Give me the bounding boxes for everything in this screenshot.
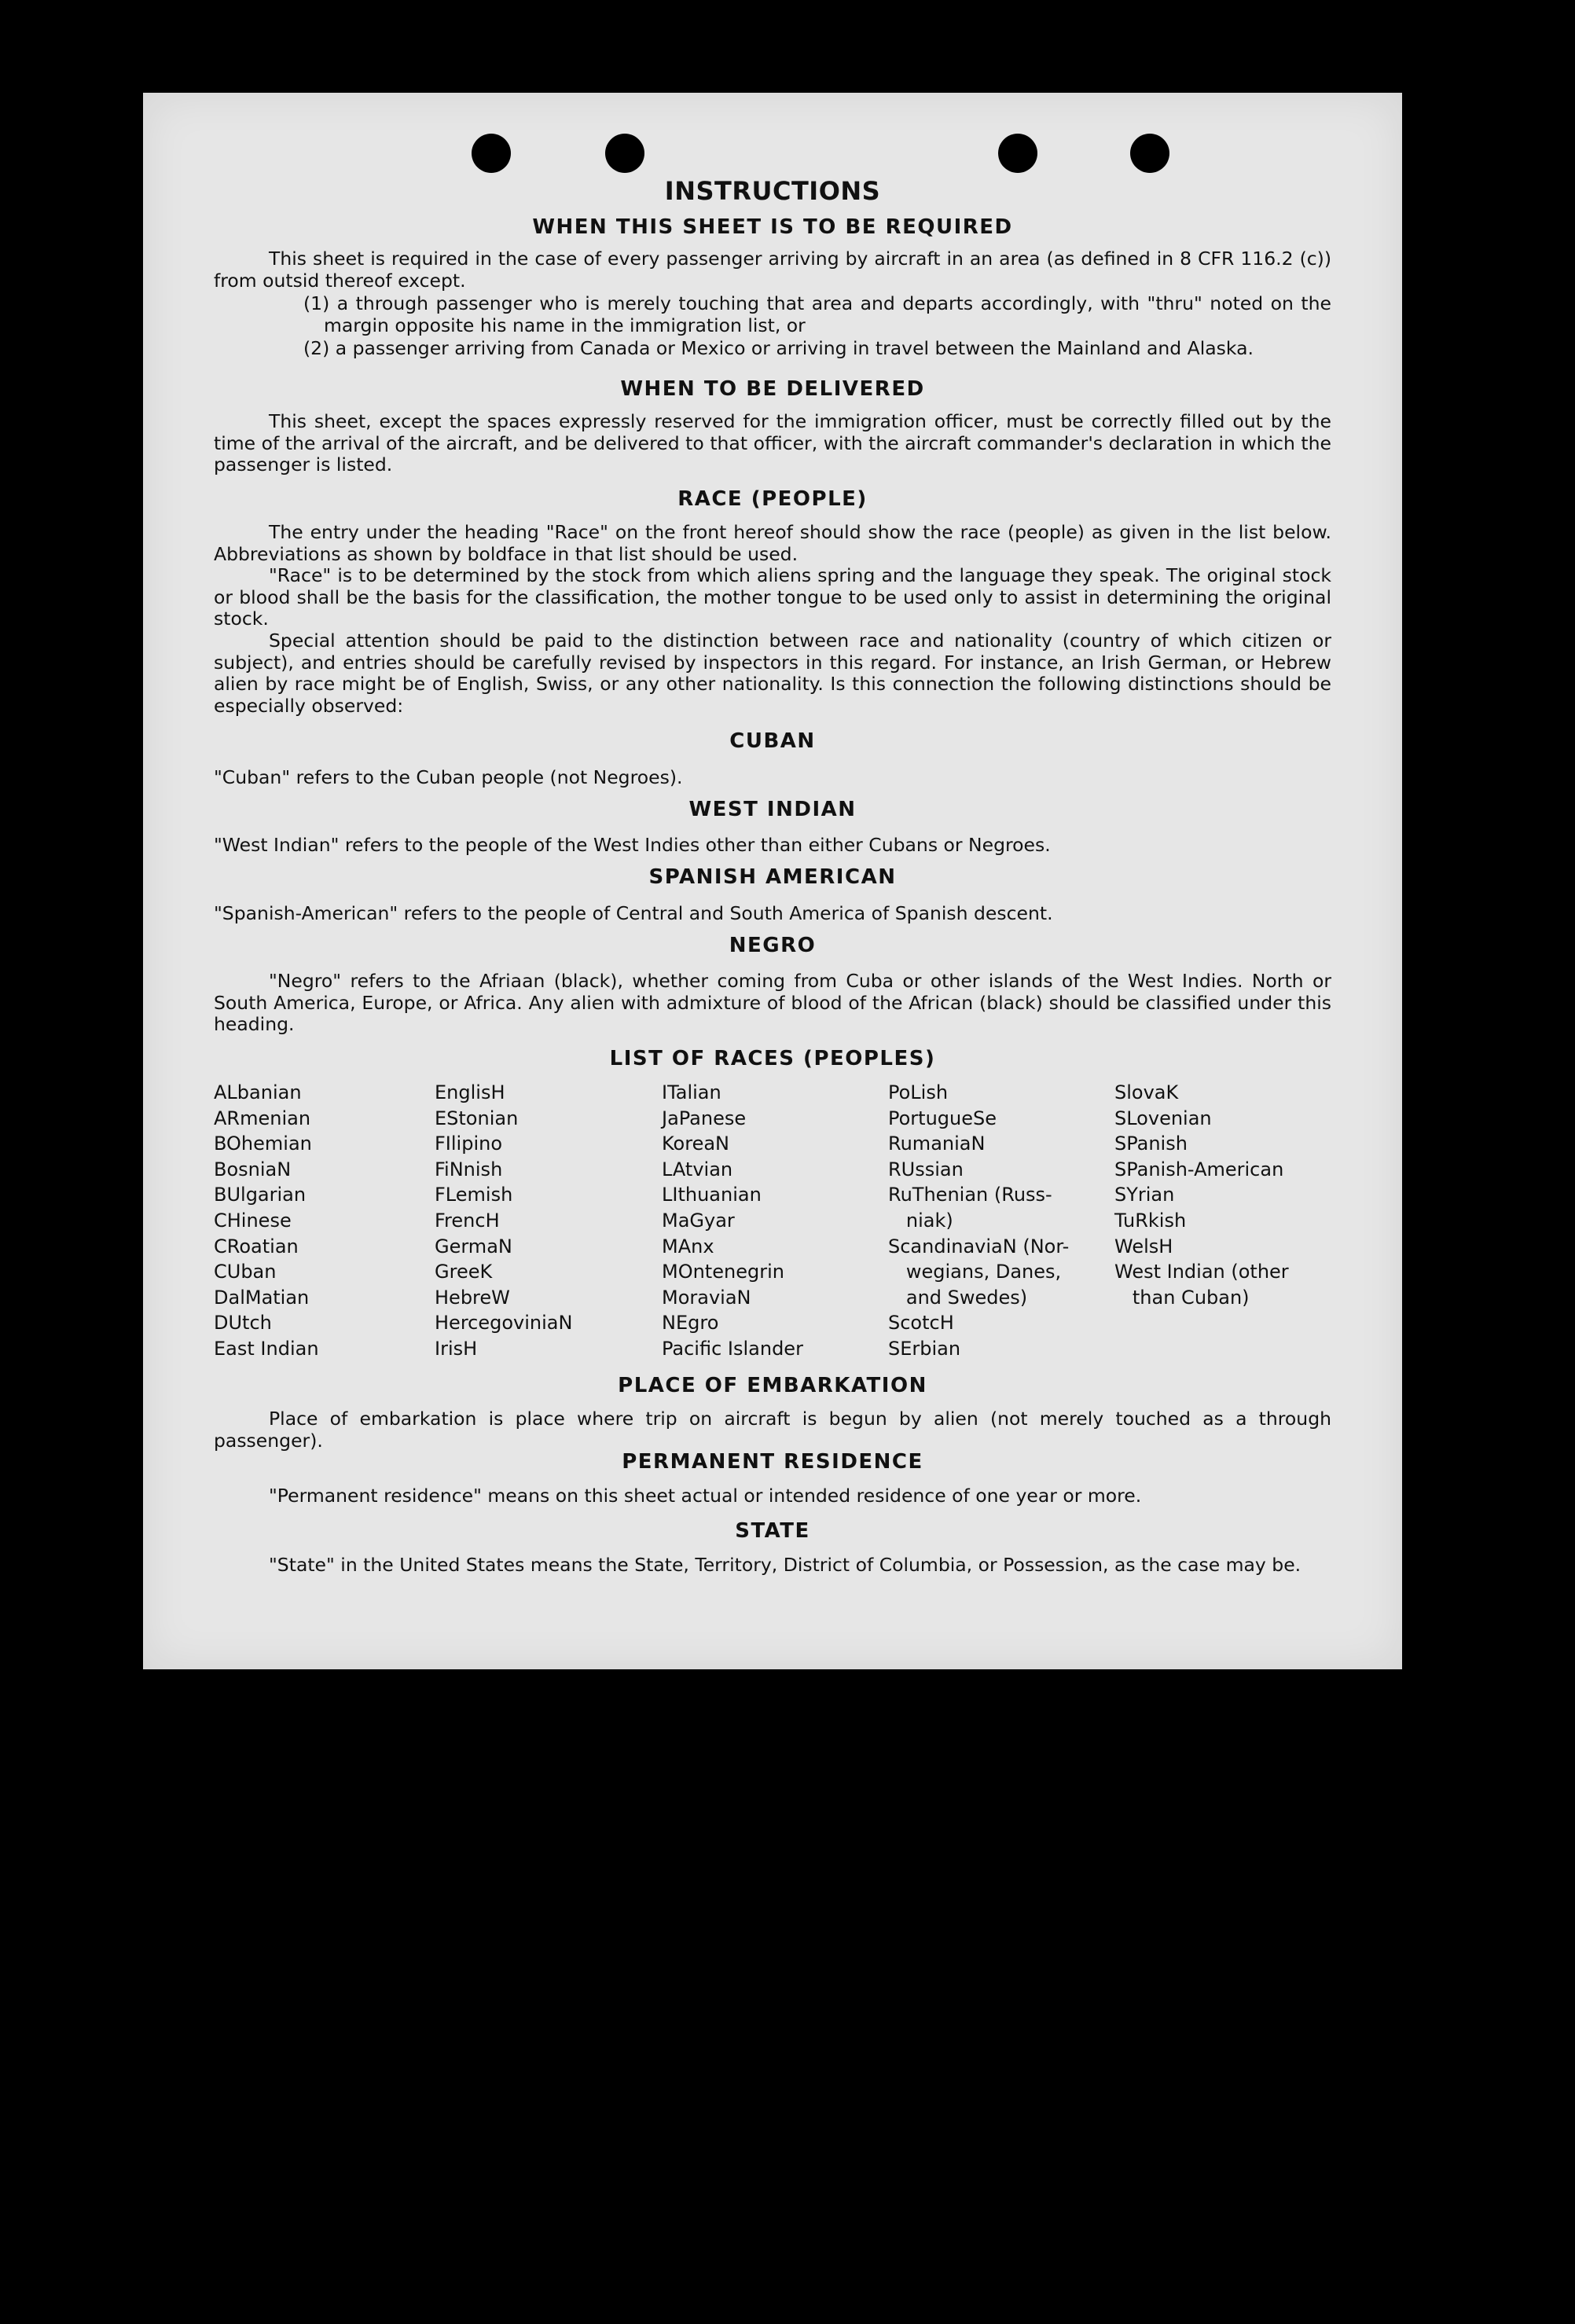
race-list-item: East Indian (214, 1337, 319, 1360)
when-required-paragraph: This sheet is required in the case of every passenger arriving by aircraft in an area (as defined in 8 CFR 116.2 (c)) from outsid thereof except. (214, 248, 1331, 292)
race-paragraph-2: "Race" is to be determined by the stock from which aliens spring and the language they speak. The original stock or blood shall be the basis for the classification, the mother tongue to be used only to assist in determining the original stock. (214, 564, 1331, 630)
race-list-item: wegians, Danes, (888, 1261, 1062, 1283)
race-list-item: FIlipino (435, 1133, 503, 1155)
race-paragraph-3: Special attention should be paid to the distinction between race and nationality (country of which citizen or subject), and entries should be carefully revised by inspectors in this regard. For instance, an Irish German, or Hebrew alien by race might be of English, Swiss, or any other nationality. Is this connection the following distinctions should be especially observed: (214, 630, 1331, 717)
race-list-item: West Indian (other (1114, 1261, 1289, 1283)
when-delivered-paragraph: This sheet, except the spaces expressly reserved for the immigration officer, must be correctly filled out by the time of the arrival of the aircraft, and be delivered to that officer, with the aircraft commander's declaration in which the passenger is listed. (214, 410, 1331, 475)
race-list-item: SPanish-American (1114, 1158, 1284, 1180)
race-list-item: KoreaN (662, 1133, 729, 1155)
punch-hole (605, 134, 644, 173)
embarkation-paragraph: Place of embarkation is place where trip on aircraft is begun by alien (not merely touched as a through passenger). (214, 1408, 1331, 1452)
race-list-item: SPanish (1114, 1133, 1188, 1155)
race-list-item: SlovaK (1114, 1081, 1179, 1103)
race-paragraph-1: The entry under the heading "Race" on the front hereof should show the race (people) as given in the list below. Abbreviations as shown by boldface in that list should be used. (214, 521, 1331, 565)
race-list-item: EnglisH (435, 1081, 505, 1103)
when-required-item-1: (1) a through passenger who is merely touching that area and departs accordingly, with "thru" noted on the margin opposite his name in the immigration list, or (303, 292, 1331, 336)
punch-hole (1130, 134, 1169, 173)
punch-hole (472, 134, 511, 173)
race-list-item: CRoatian (214, 1235, 299, 1257)
race-list-item: CHinese (214, 1209, 292, 1232)
race-list-item: Pacific Islander (662, 1337, 803, 1360)
race-list-item: MAnx (662, 1235, 714, 1257)
race-list-item: LAtvian (662, 1158, 733, 1180)
race-list-item: MoraviaN (662, 1286, 751, 1309)
race-list-item: GreeK (435, 1261, 493, 1283)
race-list-item: RUssian (888, 1158, 964, 1180)
heading-list-of-races: LIST OF RACES (PEOPLES) (609, 1047, 936, 1070)
race-list-item: JaPanese (662, 1107, 747, 1129)
west-indian-paragraph: "West Indian" refers to the people of the West Indies other than either Cubans or Negroes. (214, 834, 1051, 856)
race-list-item: RumaniaN (888, 1133, 986, 1155)
race-list-item: MOntenegrin (662, 1261, 784, 1283)
race-list-column-1 (214, 1080, 319, 1362)
race-list-item: NEgro (662, 1312, 719, 1335)
race-list-column-4 (888, 1080, 1069, 1362)
race-list-item: CUban (214, 1261, 277, 1283)
race-list-item: DUtch (214, 1312, 272, 1335)
race-list-item: RuThenian (Russ- (888, 1184, 1052, 1206)
document-sheet (143, 93, 1402, 1669)
race-list-item: PoLish (888, 1081, 949, 1103)
race-list-item: niak) (888, 1209, 953, 1232)
race-list-item: BUlgarian (214, 1184, 307, 1206)
heading-west-indian: WEST INDIAN (688, 798, 857, 821)
negro-paragraph: "Negro" refers to the Afriaan (black), whether coming from Cuba or other islands of the West Indies. North or South America, Europe, or Africa. Any alien with admixture of blood of the African (black) should be classified under this heading. (214, 970, 1331, 1035)
race-list-item: and Swedes) (888, 1286, 1028, 1309)
race-list-item: HebreW (435, 1286, 510, 1309)
page-title: INSTRUCTIONS (664, 176, 881, 206)
race-list-item: GermaN (435, 1235, 512, 1257)
race-list-item: EStonian (435, 1107, 519, 1129)
race-list-item: TuRkish (1114, 1209, 1187, 1232)
race-list-item: BosniaN (214, 1158, 292, 1180)
heading-cuban: CUBAN (729, 729, 816, 753)
race-list-item: ITalian (662, 1081, 721, 1103)
heading-embarkation: PLACE OF EMBARKATION (618, 1374, 927, 1397)
race-list-item: HercegoviniaN (435, 1312, 573, 1335)
race-list-item: SYrian (1114, 1184, 1175, 1206)
permanent-residence-paragraph: "Permanent residence" means on this sheet actual or intended residence of one year or more. (269, 1485, 1142, 1507)
race-list-item: FiNnish (435, 1158, 503, 1180)
when-required-item-2: (2) a passenger arriving from Canada or Mexico or arriving in travel between the Mainland and Alaska. (303, 337, 1254, 359)
race-list-item: SErbian (888, 1337, 961, 1360)
race-list-item: ALbanian (214, 1081, 302, 1103)
race-list-item: FLemish (435, 1184, 513, 1206)
race-list-item: than Cuban) (1114, 1286, 1250, 1309)
race-list-item: ScandinaviaN (Nor- (888, 1235, 1070, 1257)
race-list-item: IrisH (435, 1337, 478, 1360)
race-list-item: DalMatian (214, 1286, 310, 1309)
race-list-item: ARmenian (214, 1107, 311, 1129)
race-list-item: FrencH (435, 1209, 500, 1232)
heading-state: STATE (735, 1519, 810, 1543)
cuban-paragraph: "Cuban" refers to the Cuban people (not Negroes). (214, 766, 683, 788)
race-list-item: ScotcH (888, 1312, 954, 1335)
race-list-item: PortugueSe (888, 1107, 997, 1129)
heading-when-delivered: WHEN TO BE DELIVERED (620, 377, 925, 401)
heading-negro: NEGRO (729, 934, 817, 957)
race-list-column-3 (662, 1080, 803, 1362)
heading-race: RACE (PEOPLE) (677, 487, 868, 511)
race-list-item: SLovenian (1114, 1107, 1212, 1129)
race-list-item: BOhemian (214, 1133, 312, 1155)
race-list-item: MaGyar (662, 1209, 735, 1232)
state-paragraph: "State" in the United States means the State, Territory, District of Columbia, or Possession, as the case may be. (269, 1554, 1301, 1576)
spanish-american-paragraph: "Spanish-American" refers to the people of Central and South America of Spanish descent. (214, 902, 1053, 924)
heading-spanish-american: SPANISH AMERICAN (648, 865, 897, 889)
race-list-column-2 (435, 1080, 572, 1362)
race-list-item: LIthuanian (662, 1184, 762, 1206)
race-list-column-5 (1114, 1080, 1289, 1310)
heading-when-required: WHEN THIS SHEET IS TO BE REQUIRED (532, 215, 1013, 239)
race-list-item: WelsH (1114, 1235, 1173, 1257)
heading-permanent-residence: PERMANENT RESIDENCE (622, 1450, 923, 1474)
punch-hole (998, 134, 1037, 173)
